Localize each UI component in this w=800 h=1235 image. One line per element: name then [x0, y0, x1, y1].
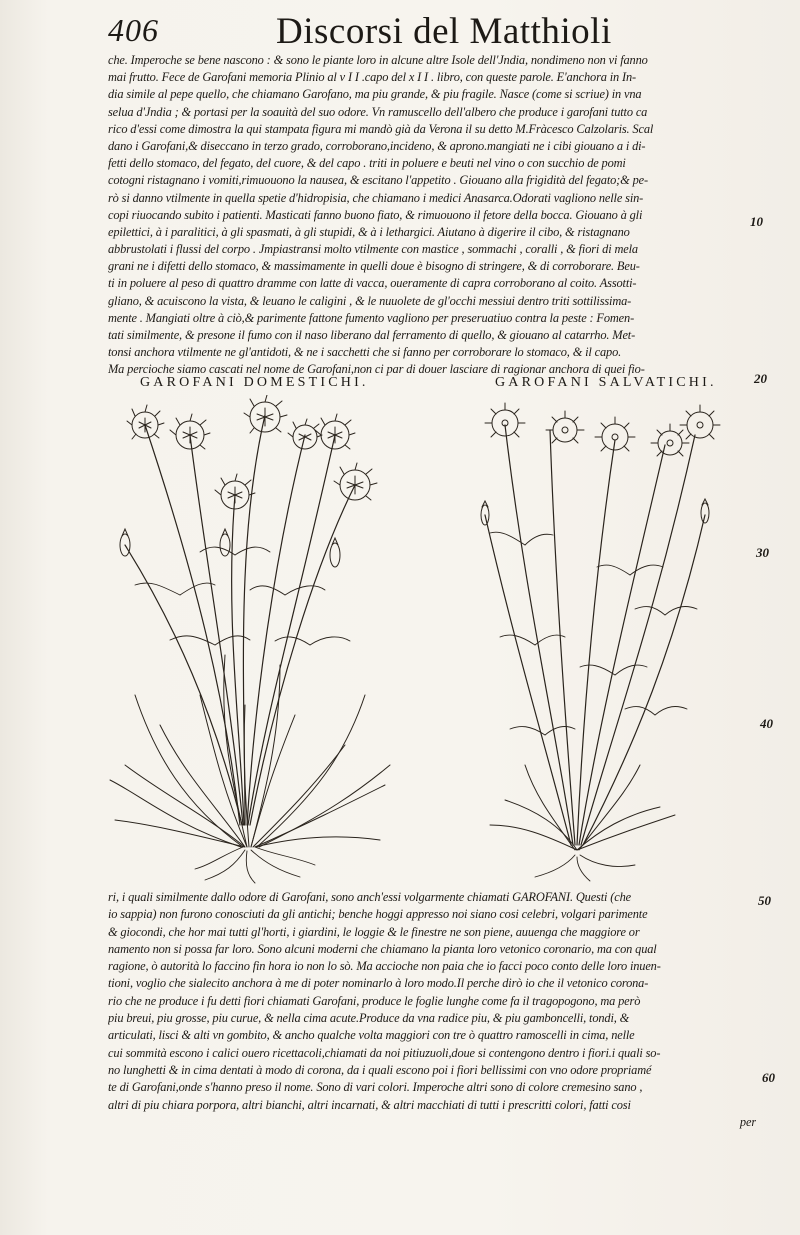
margin-line-number: 10 [750, 214, 763, 229]
text-line: altri di piu chiara porpora, altri bianchi, altri incarnati, & altri macchiati di tutti i prescritti colori, fatti cosi [108, 1097, 631, 1112]
page-number: 406 [108, 12, 159, 48]
margin-line-number: 20 [754, 371, 767, 386]
text-line: ti in poluere al peso di quattro dramme con latte di vacca, oueramente di capra corroborano al coito. Assotti- [108, 276, 637, 291]
text-line: copi riuocando subito i patienti. Masticati fanno buono fiato, & rimuouono il fetore della bocca. Giouano à gli [108, 207, 643, 222]
text-line: rio che ne produce i fu detti fiori chiamati Garofani, produce le foglie lunghe come fa il tragopogono, ma però [108, 993, 641, 1008]
text-line: rò si danno vtilmente in quella spetie d'hidropisia, che chiamano i medici Anasarca.Odorati vagliono nelle sin- [108, 190, 644, 205]
top-paragraph [108, 52, 756, 379]
carnation-domestic-woodcut-icon [105, 395, 395, 885]
text-line: dia simile al pepe quello, che chiamano Garofano, ma piu grande, & piu fragile. Nasce (come si scriue) in vna [108, 87, 642, 102]
text-line: abbrustolati i flussi del corpo . Jmpiastransi molto vtilmente con mastice , sommachi , coralli , & fiori di mela [108, 242, 638, 257]
text-line: selua d'Jndia ; & portasi per la soauità del suo odore. Vn ramuscello dell'albero che produce i garofani tutto ca [108, 104, 648, 119]
text-line: te di Garofani,onde s'hanno preso il nome. Sono di vari colori. Imperoche altri sono di colore cremesino sano , [108, 1080, 643, 1095]
text-line: & giocondi, che hor mai tutti gl'horti, i giardini, le loggie & le finestre ne son piene, auuenga che maggiore or [108, 924, 640, 939]
text-line: no lunghetti & in cima dentati à modo di corona, da i quali escono poi i fiori bellissimi con vno odore propriamé [108, 1062, 652, 1077]
text-line: piu breui, piu grosse, piu curue, & nella cima acute.Produce da vna radice piu, & piu gamboncelli, tondi, & [108, 1011, 630, 1026]
text-line: rico d'essi come dimostra la qui stampata figura mi mandò già da Verona il su detto M.Fràcesco Calzolaris. Scal [108, 121, 654, 136]
bottom-paragraph [108, 889, 756, 1131]
text-line: tati similmente, & presone il fumo con il naso liberano dal ferramento di quello, & giouano al catarrho. Met- [108, 328, 636, 342]
text-line: epilettici, à i paralitici, à gli spasmati, à gli stupidi, & à i lethargici. Aiutano à digerire il cibo, & ristagnano [108, 224, 630, 239]
text-line: mai frutto. Fece de Garofani memoria Plinio al v I I .capo del x I I . libro, con queste parole. E'anchora in In- [108, 70, 637, 85]
text-line: articulati, lisci & alti vn gombito, & ancho qualche volta maggiori con tre ò quattro ramoscelli in cima, nelle [108, 1028, 635, 1043]
margin-line-number: 40 [760, 716, 773, 731]
page-header [108, 12, 708, 52]
text-line: fetti dello stomaco, del fegato, del cuore, & del capo . triti in poluere e beuti nel vino o con succhio de pomi [108, 156, 626, 171]
text-line: cotogni ristagnano i vomiti,rimuouono la nausea, & escitano l'appetito . Giouano alla frigidità del fegato;& pe- [108, 173, 648, 188]
margin-line-number: 60 [762, 1070, 775, 1085]
text-line: tonsi anchora vtilmente ne gl'antidoti, & ne i sacchetti che si fanno per corroborare lo stomaco, & il capo. [108, 345, 622, 360]
text-line: grani ne i difetti dello stomaco, & massimamente in quelli doue è bisogno di stringere, & di corroborare. Beu- [108, 259, 640, 274]
text-line: Ma percioche siamo cascati nel nome de Garofani,non ci par di douer lasciare di ragionar anchora di quei fio- [108, 362, 645, 377]
text-line: mente . Mangiati oltre à ciò,& parimente fattone fumento vagliono per preseruatiuo contra la peste : Fomen- [108, 310, 635, 325]
text-line: che. Imperoche se bene nascono : & sono le piante loro in alcune altre Isole dell'Jndia, nondimeno non vi fanno [108, 53, 648, 67]
catchword: per [739, 1114, 756, 1129]
margin-line-number: 30 [756, 545, 769, 560]
running-title: Discorsi del Matthioli [276, 11, 612, 52]
text-line: gliano, & acuiscono la vista, & leuano le caligini , & le nuuolete de gl'occhi messiui dentro triti sottilissima- [108, 293, 632, 308]
text-line: cui sommità escono i calici ouero ricettacoli,chiamati da noi pitiuzuoli,doue si contengono dentro i fiori.i quali so- [108, 1045, 661, 1060]
text-line: ri, i quali similmente dallo odore di Garofani, sono anch'essi volgarmente chiamati GAROFANI. Questi (che [108, 890, 631, 904]
text-line: io sappia) non furono conosciuti da gli antichi; benche hoggi appresso noi siano cosi celebri, volgari parimente [108, 907, 648, 922]
margin-line-number: 50 [758, 893, 771, 908]
text-line: ragione, ò autorità lo faccino fin hora io non lo sò. Ma accioche non paia che io facci poco conto delle loro inuen- [108, 959, 661, 974]
text-line: namento non si possa far loro. Sono alcuni moderni che chiamano la pianta loro vetonico coronario, ma con qual [108, 941, 657, 956]
figure-caption-wild: GAROFANI SALVATICHI. [495, 375, 717, 390]
carnation-wild-woodcut-icon [465, 395, 765, 885]
text-line: dano i Garofani,& diseccano in terzo grado, corroborano,incideno, & aprono.mangiati ne i cibi giouano a i di- [108, 138, 646, 153]
figure-caption-domestic: GAROFANI DOMESTICHI. [140, 375, 369, 390]
text-line: tioni, voglio che sialecito anchora à me di poter nominarlo à loro modo.Il perche dirò io che il vetonico corona- [108, 976, 649, 991]
